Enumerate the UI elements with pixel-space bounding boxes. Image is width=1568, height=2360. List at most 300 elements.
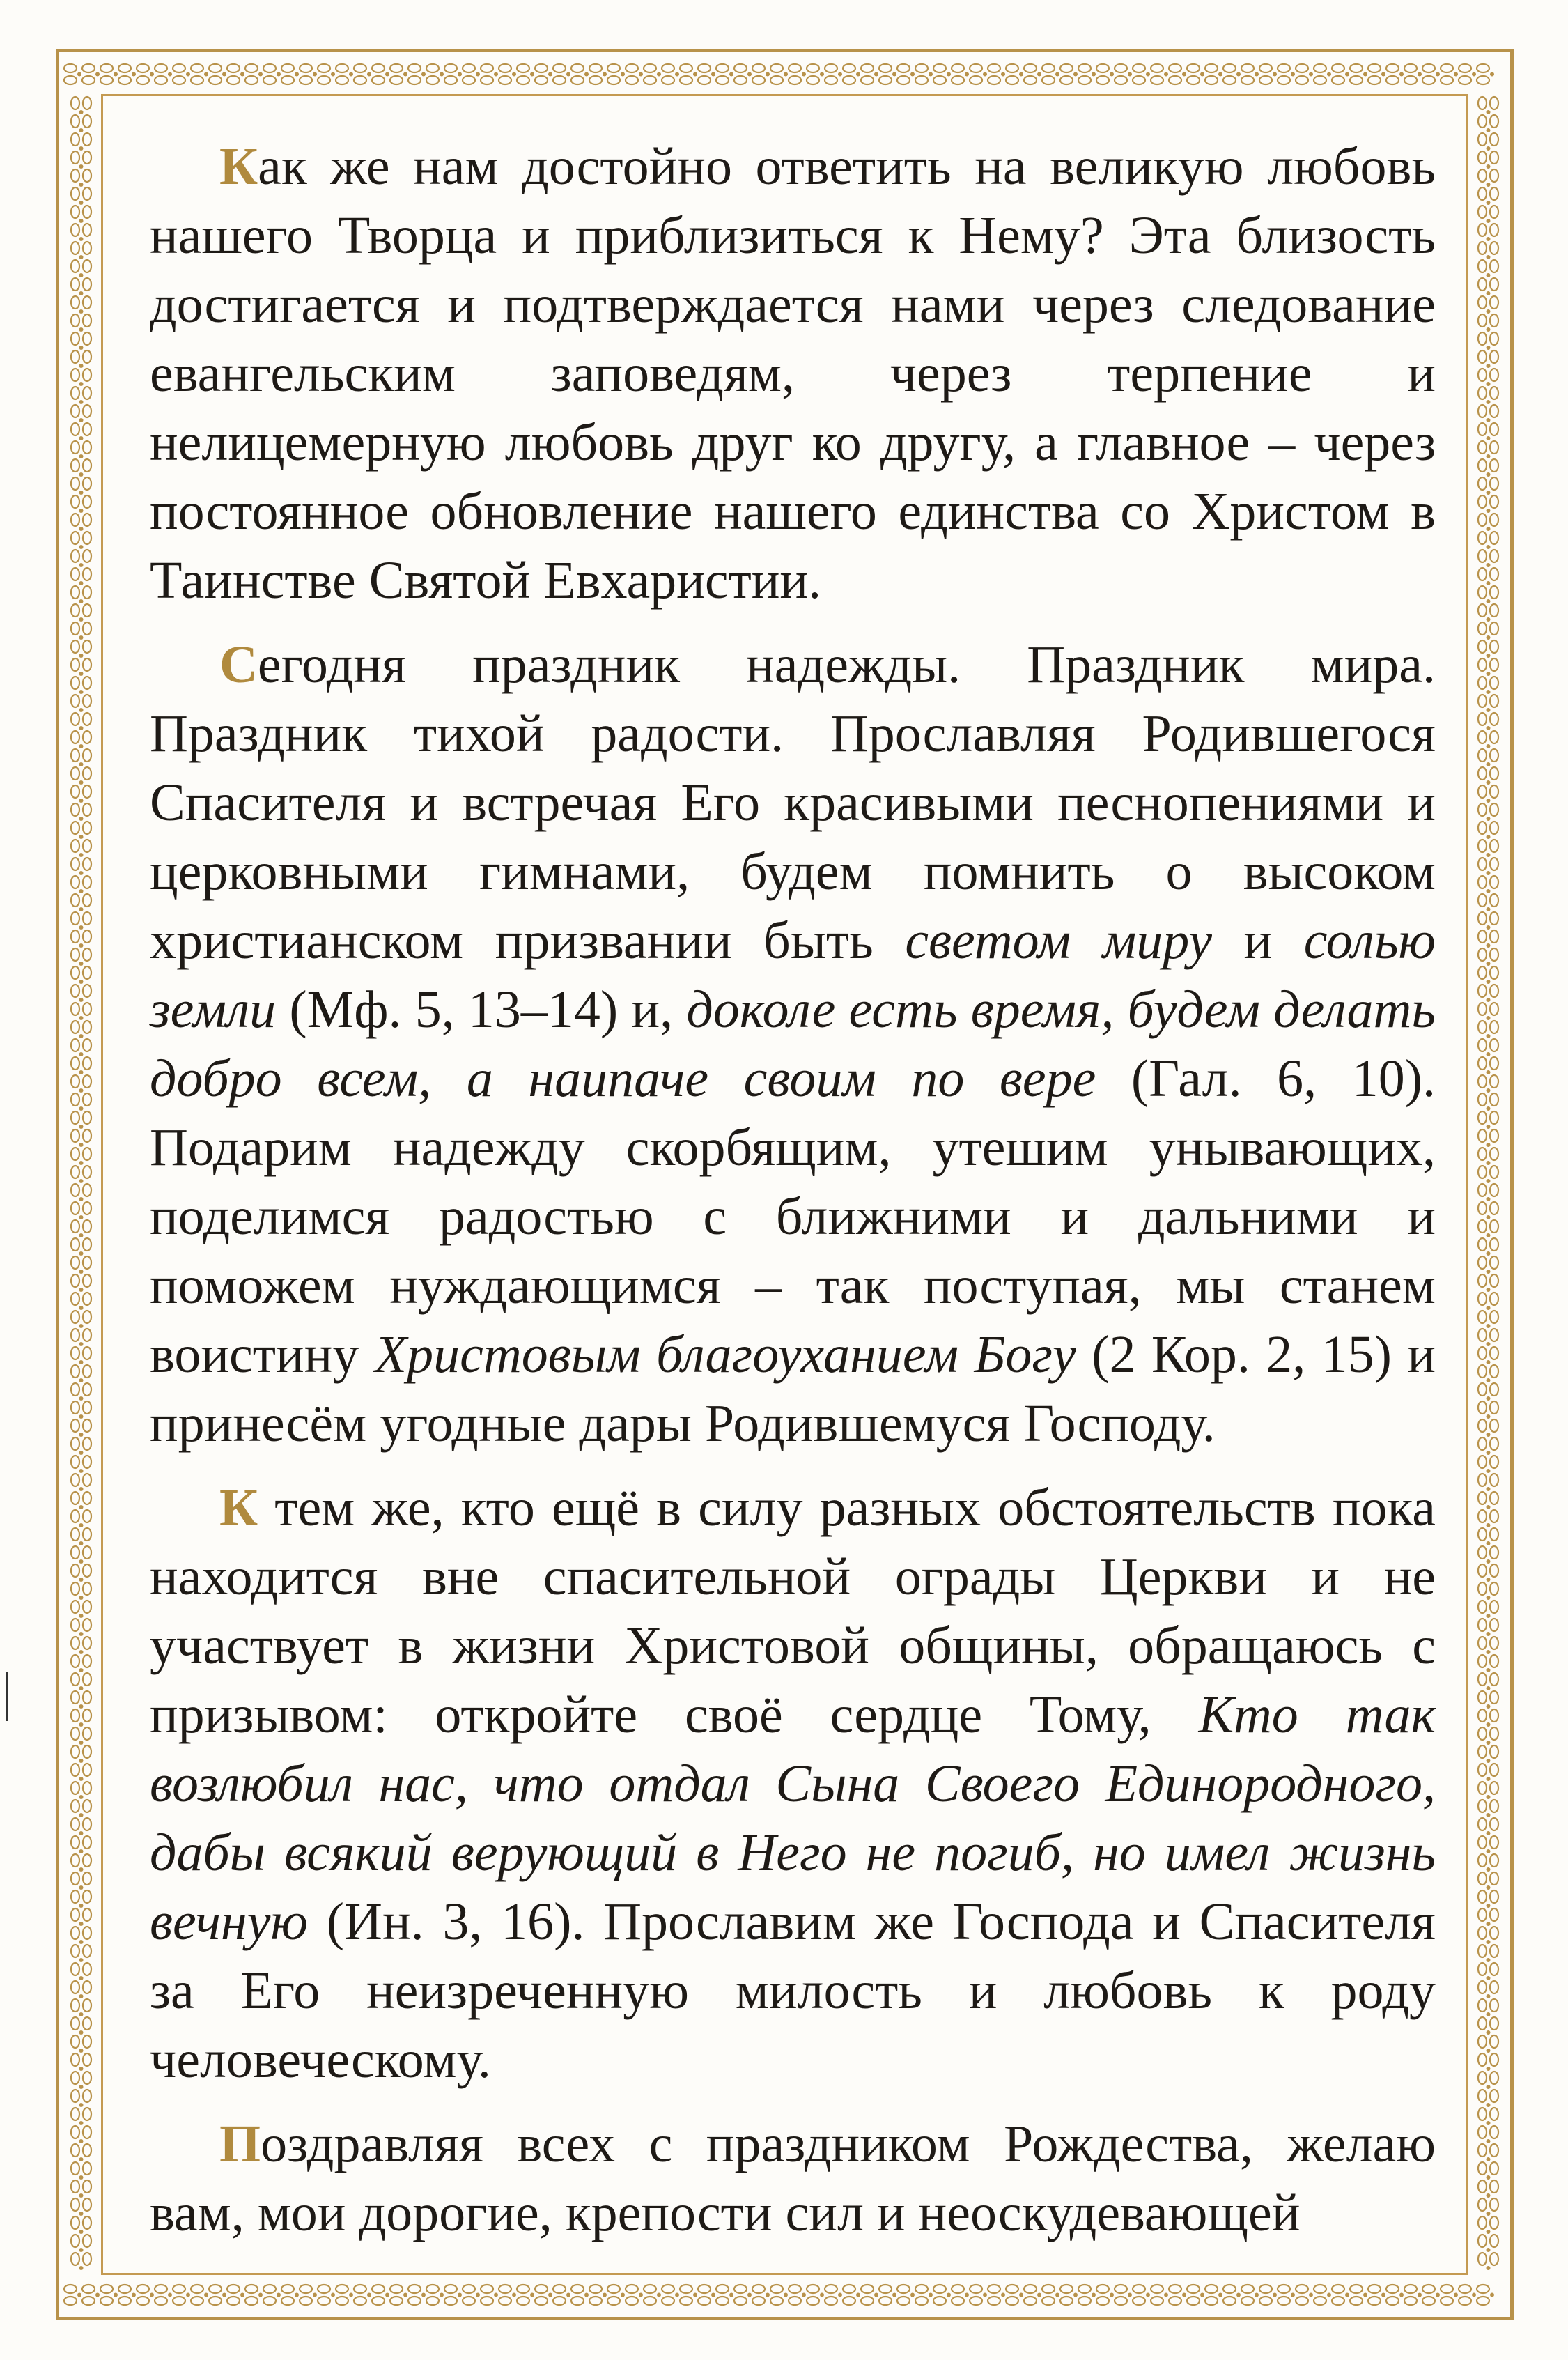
ornament-link <box>71 1003 91 1020</box>
ornament-link <box>1478 785 1498 803</box>
text-run: (2 Кор. 2, 15) и принесём угодные дары Родившемуся Господу. <box>150 1325 1436 1453</box>
ornament-link <box>71 713 91 730</box>
ornament-link <box>879 64 896 84</box>
ornament-link <box>1478 278 1498 295</box>
ornament-link <box>499 64 516 84</box>
ornament-link <box>71 1093 91 1111</box>
ornament-link <box>71 1166 91 1183</box>
ornament-link <box>71 1129 91 1147</box>
ornament-link <box>1441 2285 1458 2305</box>
ornament-link <box>71 640 91 658</box>
ornament-link <box>1478 1419 1498 1437</box>
ornament-link <box>1478 1184 1498 1201</box>
ornament-link <box>499 2285 516 2305</box>
ornament-link <box>1078 64 1096 84</box>
ornament-link <box>71 695 91 712</box>
ornament-link <box>535 64 552 84</box>
ornament-link <box>71 477 91 495</box>
ornament-link <box>843 64 860 84</box>
ornament-link <box>626 2285 643 2305</box>
ornament-link <box>390 2285 407 2305</box>
ornament-link <box>1422 2285 1440 2305</box>
paragraph <box>150 132 1436 615</box>
ornament-link <box>71 876 91 893</box>
ornament-link <box>71 1365 91 1382</box>
ornament-link <box>71 369 91 386</box>
ornament-link <box>71 1202 91 1219</box>
ornament-link <box>571 64 589 84</box>
ornament-link <box>71 1908 91 1926</box>
ornament-link <box>1478 1637 1498 1654</box>
ornament-link <box>1478 2162 1498 2180</box>
ornament-link <box>1478 2253 1498 2270</box>
ornament-link <box>191 2285 208 2305</box>
ornament-link <box>662 2285 679 2305</box>
ornament-link <box>71 1057 91 1074</box>
ornament-link <box>71 1419 91 1437</box>
ornament-link <box>408 2285 426 2305</box>
ornament-link <box>1478 1003 1498 1020</box>
ornament-link <box>1133 64 1150 84</box>
ornament-link <box>1096 64 1114 84</box>
ornament-link <box>245 2285 263 2305</box>
ornament-link <box>71 1039 91 1056</box>
drop-letter: К <box>219 137 258 196</box>
ornament-link <box>1478 858 1498 875</box>
ornament-link <box>71 169 91 187</box>
ornament-link <box>1478 1166 1498 1183</box>
ornament-link <box>71 2090 91 2107</box>
ornament-link <box>1478 514 1498 531</box>
ornament-link <box>71 1546 91 1564</box>
ornament-link <box>1478 2053 1498 2071</box>
ornament-link <box>1478 115 1498 132</box>
ornament-link <box>1478 1093 1498 1111</box>
ornament-link <box>933 64 951 84</box>
ornament-link <box>698 2285 715 2305</box>
scripture-quote: Христовым благоуханием Богу <box>374 1325 1076 1384</box>
ornament-link <box>1478 1365 1498 1382</box>
scripture-quote: солью земли <box>150 911 1436 1039</box>
ornament-link <box>71 1220 91 1237</box>
ornament-link <box>789 2285 806 2305</box>
paragraph <box>150 1474 1436 2095</box>
ornament-link <box>1478 677 1498 694</box>
ornament-link <box>191 64 208 84</box>
ornament-link <box>71 2144 91 2161</box>
ornament-link <box>1223 64 1241 84</box>
ornament-link <box>970 2285 987 2305</box>
ornament-link <box>1115 64 1132 84</box>
ornament-link <box>1404 2285 1422 2305</box>
ornament-link <box>1478 1818 1498 1835</box>
text-run: оздравляя всех с праздником Рождества, желаю вам, мои дорогие, крепости сил и неоскудевающей <box>150 2115 1436 2242</box>
ornament-link <box>1478 242 1498 259</box>
text-run: егодня праздник надежды. Праздник мира. Праздник тихой радости. Прославляя Родившегося Спасителя и встречая Его красивыми песнопениями и церковными гимнами, будем помнить о высоком христианском призвании быть <box>150 635 1436 970</box>
ornament-link <box>1478 1655 1498 1672</box>
ornament-link <box>71 459 91 477</box>
ornament-link <box>952 64 969 84</box>
ornament-link <box>71 2180 91 2198</box>
ornament-link <box>1422 64 1440 84</box>
ornament-link <box>1478 1474 1498 1491</box>
ornament-link <box>1478 930 1498 948</box>
ornament-link <box>770 2285 788 2305</box>
ornament-link <box>71 314 91 332</box>
ornament-link <box>1478 948 1498 966</box>
ornament-link <box>71 1601 91 1618</box>
ornament-link <box>1478 2017 1498 2035</box>
ornament-link <box>71 1764 91 1781</box>
ornament-link <box>71 97 91 114</box>
ornament-link <box>897 64 915 84</box>
scripture-quote: доколе есть время, будем делать добро всем, а наипаче своим по вере <box>150 980 1436 1108</box>
ornament-link <box>1096 2285 1114 2305</box>
ornament-link <box>1169 64 1186 84</box>
ornament-link <box>1478 1981 1498 1998</box>
ornament-link <box>336 64 353 84</box>
ornament-link <box>1478 1148 1498 1165</box>
ornament-link <box>1478 1745 1498 1763</box>
ornament-link <box>644 64 661 84</box>
ornament-link <box>1478 1456 1498 1473</box>
ornament-link <box>1478 2072 1498 2089</box>
ornament-link <box>843 2285 860 2305</box>
ornament-link <box>571 2285 589 2305</box>
ornament-link <box>1478 2090 1498 2107</box>
ornament-link <box>71 1818 91 1835</box>
ornament-link <box>988 2285 1005 2305</box>
ornament-link <box>71 1745 91 1763</box>
ornament-link <box>1478 206 1498 223</box>
ornament-link <box>589 64 607 84</box>
ornament-link <box>1478 1111 1498 1129</box>
ornament-link <box>71 2035 91 2053</box>
ornament-link <box>662 64 679 84</box>
ornament-link <box>1478 97 1498 114</box>
ornament-link <box>71 1727 91 1745</box>
ornament-link <box>1478 423 1498 440</box>
ornament-link <box>1478 1238 1498 1256</box>
ornament-link <box>1278 64 1295 84</box>
ornament-link <box>1478 260 1498 277</box>
ornament-link <box>1478 332 1498 350</box>
ornament-link <box>1478 1727 1498 1745</box>
ornament-link <box>354 2285 371 2305</box>
ornament-link <box>71 966 91 984</box>
ornament-link <box>71 1347 91 1364</box>
ornament-link <box>481 2285 498 2305</box>
ornament-link <box>71 1329 91 1346</box>
ornament-link <box>1459 64 1476 84</box>
ornament-link <box>71 350 91 368</box>
ornament-link <box>1314 2285 1331 2305</box>
ornament-link <box>1115 2285 1132 2305</box>
text-run: тем же, кто ещё в силу разных обстоятельств пока находится вне спасительной ограды Церкви и не участвует в жизни Христовой общины, обращаюсь с призывом: откройте своё сердце Тому, <box>150 1479 1436 1744</box>
ornament-link <box>626 64 643 84</box>
ornament-link <box>71 1691 91 1709</box>
ornament-link <box>71 2072 91 2089</box>
ornament-link <box>71 532 91 549</box>
ornament-link <box>1314 64 1331 84</box>
ornament-link <box>1386 64 1404 84</box>
ornament-link <box>1259 64 1277 84</box>
ornament-link <box>807 2285 824 2305</box>
ornament-link <box>71 441 91 458</box>
ornament-link <box>1042 2285 1059 2305</box>
ornament-link <box>71 1510 91 1527</box>
ornament-link <box>1478 1619 1498 1636</box>
ornament-link <box>1241 64 1259 84</box>
ornament-link <box>1478 1709 1498 1727</box>
ornament-link <box>155 2285 172 2305</box>
ornament-link <box>71 1890 91 1908</box>
ornament-link <box>1478 1057 1498 1074</box>
text-run: (Ин. 3, 16). Прославим же Господа и Спасителя за Его неизреченную милость и любовь к роду человеческому. <box>150 1892 1436 2089</box>
ornament-link <box>915 64 933 84</box>
ornament-link <box>64 2285 81 2305</box>
ornament-link <box>71 912 91 930</box>
ornament-link <box>263 64 281 84</box>
ornament-link <box>71 749 91 766</box>
ornament-link <box>1024 2285 1041 2305</box>
ornament-link <box>71 1872 91 1890</box>
ornament-link <box>71 260 91 277</box>
ornament-link <box>71 1582 91 1600</box>
ornament-link <box>1478 1782 1498 1799</box>
ornament-link <box>1478 405 1498 422</box>
ornament-link <box>71 1474 91 1491</box>
ornament-link <box>173 64 190 84</box>
ornament-link <box>71 115 91 132</box>
ornament-link <box>71 387 91 404</box>
ornament-link <box>1478 187 1498 205</box>
ornament-link <box>879 2285 896 2305</box>
ornament-link <box>71 1274 91 1292</box>
ornament-link <box>318 2285 335 2305</box>
ornament-link <box>1259 2285 1277 2305</box>
ornament-link <box>1478 1383 1498 1401</box>
drop-letter: С <box>219 635 258 694</box>
ornament-link <box>444 64 462 84</box>
ornament-link <box>607 2285 625 2305</box>
ornament-link <box>82 2285 100 2305</box>
ornament-link <box>1478 1510 1498 1527</box>
ornament-link <box>535 2285 552 2305</box>
ornament-link <box>71 2253 91 2270</box>
ornament-link <box>1478 1963 1498 1980</box>
ornament-link <box>1478 2216 1498 2234</box>
ornament-link <box>1478 2108 1498 2125</box>
ornament-link <box>71 1655 91 1672</box>
ornament-link <box>71 604 91 622</box>
ornament-link <box>155 64 172 84</box>
text-run: (Гал. 6, 10). Подарим надежду скорбящим, утешим унывающих, поделимся радостью с ближними и дальними и поможем нуждающимся – так поступая, мы станем воистину <box>150 1049 1436 1384</box>
ornament-link <box>1478 1800 1498 1817</box>
ornament-link <box>100 2285 118 2305</box>
ornament-link <box>71 206 91 223</box>
ornament-link <box>1006 64 1023 84</box>
scan-margin-mark <box>6 1672 8 1721</box>
ornament-link <box>1478 1021 1498 1038</box>
ornament-link <box>1478 2180 1498 2198</box>
text-run: ак же нам достойно ответить на великую любовь нашего Творца и приблизиться к Нему? Эта близость достигается и подтверждается нами через следование евангельским заповедям, через терпение и нелицемерную любовь друг ко другу, а главное – через постоянное обновление нашего единства со Христом в Таинстве Святой Евхаристии. <box>150 137 1436 610</box>
ornament-link <box>300 2285 317 2305</box>
text-run: и <box>1212 911 1304 970</box>
ornament-link <box>71 1238 91 1256</box>
ornament-link <box>1478 604 1498 622</box>
ornament-link <box>71 1854 91 1872</box>
ornament-link <box>71 858 91 875</box>
ornament-link <box>118 2285 136 2305</box>
ornament-link <box>1478 803 1498 821</box>
ornament-link <box>1478 876 1498 893</box>
ornament-link <box>1350 64 1367 84</box>
ornament-link <box>1478 1311 1498 1328</box>
ornament-link <box>680 64 697 84</box>
ornament-link <box>716 64 733 84</box>
ornament-link <box>1478 1908 1498 1926</box>
ornament-link <box>716 2285 733 2305</box>
ornament-link <box>71 2126 91 2143</box>
ornament-link <box>318 64 335 84</box>
ornament-link <box>1478 1836 1498 1853</box>
ornament-link <box>263 2285 281 2305</box>
ornament-link <box>752 64 770 84</box>
ornament-link <box>281 2285 299 2305</box>
ornament-link <box>71 2235 91 2252</box>
ornament-link <box>1478 1999 1498 2016</box>
text-run: (Мф. 5, 13–14) и, <box>276 980 687 1039</box>
ornament-link <box>825 2285 842 2305</box>
ornament-link <box>1478 1129 1498 1147</box>
ornament-link <box>71 803 91 821</box>
ornament-link <box>1478 1890 1498 1908</box>
ornament-link <box>463 64 480 84</box>
ornament-link <box>71 1782 91 1799</box>
ornament-link <box>71 2053 91 2071</box>
ornament-link <box>1477 2285 1494 2305</box>
ornament-link <box>354 64 371 84</box>
ornament-link <box>1478 1274 1498 1292</box>
ornament-link <box>933 2285 951 2305</box>
ornament-link <box>1478 1673 1498 1690</box>
ornament-link <box>1368 64 1385 84</box>
ornament-link <box>1151 2285 1168 2305</box>
ornament-link <box>71 1945 91 1962</box>
ornament-link <box>1350 2285 1367 2305</box>
ornament-link <box>861 64 878 84</box>
ornament-link <box>82 64 100 84</box>
ornament-link <box>1478 1293 1498 1310</box>
ornament-link <box>970 64 987 84</box>
ornament-link <box>71 1256 91 1274</box>
ornament-link <box>1478 387 1498 404</box>
ornament-link <box>752 2285 770 2305</box>
ornament-link <box>1042 64 1059 84</box>
ornament-link <box>71 1111 91 1129</box>
ornament-link <box>1332 2285 1349 2305</box>
ornament-link <box>1478 1401 1498 1419</box>
ornament-link <box>1478 1582 1498 1600</box>
ornament-link <box>589 2285 607 2305</box>
ornament-link <box>390 64 407 84</box>
ornament-link <box>1478 1601 1498 1618</box>
ornament-link <box>644 2285 661 2305</box>
ornament-link <box>915 2285 933 2305</box>
ornament-link <box>1133 2285 1150 2305</box>
ornament-link <box>698 64 715 84</box>
ornament-link <box>988 64 1005 84</box>
ornament-link <box>1241 2285 1259 2305</box>
ornament-link <box>300 64 317 84</box>
ornament-link <box>1478 550 1498 567</box>
ornament-link <box>770 64 788 84</box>
ornament-link <box>1478 1437 1498 1455</box>
ornament-link <box>1478 2198 1498 2216</box>
ornament-link <box>952 2285 969 2305</box>
ornament-link <box>71 332 91 350</box>
ornament-link <box>1478 133 1498 151</box>
ornament-link <box>1478 224 1498 241</box>
ornament-link <box>71 1673 91 1690</box>
ornament-link <box>71 1492 91 1509</box>
ornament-link <box>1478 1220 1498 1237</box>
ornament-link <box>71 930 91 948</box>
ornament-link <box>825 64 842 84</box>
ornament-link <box>71 550 91 567</box>
ornament-link <box>1151 64 1168 84</box>
ornament-link <box>734 2285 752 2305</box>
ornament-link <box>1187 2285 1204 2305</box>
ornament-link <box>1478 169 1498 187</box>
ornament-link <box>1478 1075 1498 1093</box>
ornament-link <box>71 1619 91 1636</box>
ornament-link <box>137 64 154 84</box>
ornament-border-right <box>1468 94 1508 2275</box>
ornament-link <box>1478 1256 1498 1274</box>
ornament-link <box>71 133 91 151</box>
ornament-link <box>1478 1927 1498 1944</box>
ornament-link <box>1478 1872 1498 1890</box>
ornament-link <box>71 187 91 205</box>
ornament-link <box>897 2285 915 2305</box>
ornament-link <box>517 2285 534 2305</box>
ornament-link <box>1006 2285 1023 2305</box>
ornament-link <box>71 224 91 241</box>
ornament-link <box>1205 2285 1222 2305</box>
ornament-link <box>1404 64 1422 84</box>
ornament-link <box>281 64 299 84</box>
paragraph <box>150 2110 1436 2248</box>
ornament-border-left <box>61 94 101 2275</box>
ornament-link <box>71 1383 91 1401</box>
ornament-link <box>553 2285 570 2305</box>
ornament-link <box>173 2285 190 2305</box>
ornament-link <box>71 1293 91 1310</box>
ornament-link <box>71 2162 91 2180</box>
ornament-link <box>1296 64 1313 84</box>
ornament-border-bottom <box>61 2275 1508 2315</box>
ornament-link <box>71 405 91 422</box>
ornament-link <box>553 64 570 84</box>
ornament-link <box>1169 2285 1186 2305</box>
ornament-link <box>71 1456 91 1473</box>
ornament-link <box>1478 2235 1498 2252</box>
ornament-link <box>209 2285 226 2305</box>
ornament-link <box>1478 350 1498 368</box>
ornament-link <box>1368 2285 1385 2305</box>
